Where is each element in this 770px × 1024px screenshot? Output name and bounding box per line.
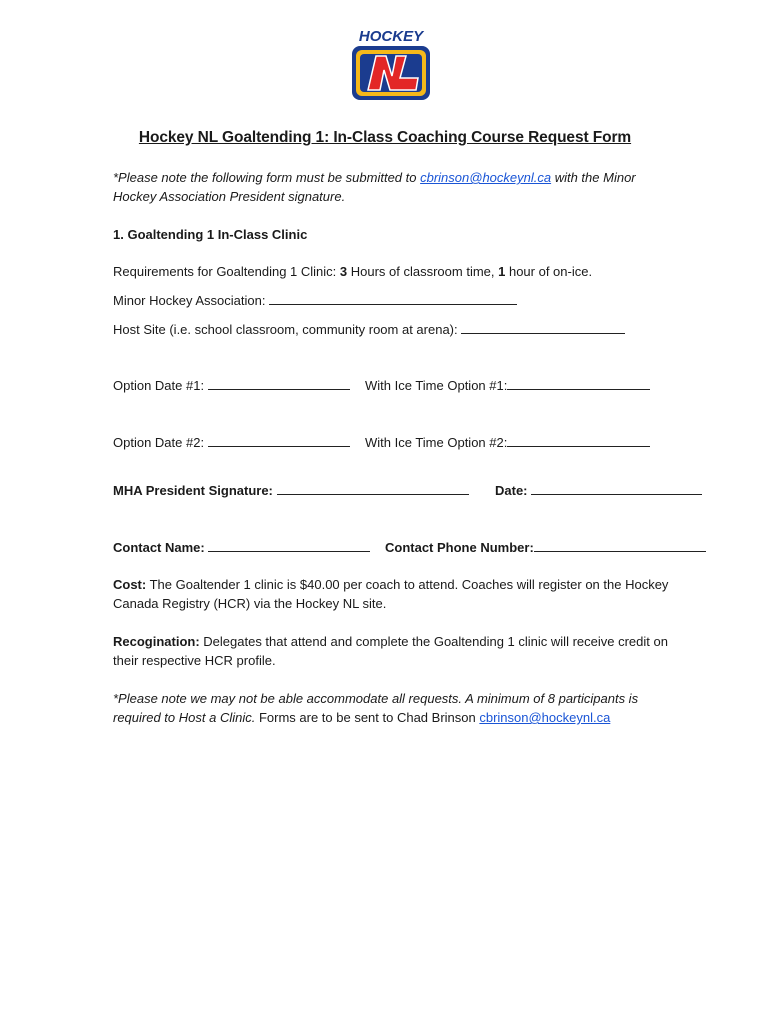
contact-name-blank[interactable] <box>208 539 370 552</box>
email-link[interactable]: cbrinson@hockeynl.ca <box>420 170 552 185</box>
contact-phone-blank[interactable] <box>534 539 706 552</box>
option-date-1-field: Option Date #1: <box>113 376 350 395</box>
contact-phone-field: Contact Phone Number: <box>385 538 706 557</box>
option-date-2-blank[interactable] <box>208 434 350 447</box>
requirements-text: Requirements for Goaltending 1 Clinic: 3 Hours of classroom time, 1 hour of on-ice. <box>113 264 593 279</box>
contact-name-field: Contact Name: <box>113 538 370 557</box>
signature-field: MHA President Signature: <box>113 481 469 500</box>
footer-email-link[interactable]: cbrinson@hockeynl.ca <box>479 710 611 725</box>
recognition-paragraph: Recogination: Delegates that attend and complete the Goaltending 1 clinic will receive credit on <box>113 634 668 649</box>
submission-note: *Please note the following form must be submitted to cbrinson@hockeynl.ca with the Minor <box>113 170 636 185</box>
logo-wordmark: HOCKEY <box>358 28 424 45</box>
section-heading: 1. Goaltending 1 In-Class Clinic <box>113 227 308 242</box>
footer-note: *Please note we may not be able accommodate all requests. A minimum of 8 participants is <box>113 691 639 706</box>
host-site-field: Host Site (i.e. school classroom, community room at arena): <box>113 320 625 339</box>
hockey-nl-logo <box>346 26 436 104</box>
recognition-paragraph-line2: their respective HCR profile. <box>113 653 276 668</box>
date-field: Date: <box>495 481 702 500</box>
date-blank[interactable] <box>531 482 702 495</box>
cost-paragraph: Cost: The Goaltender 1 clinic is $40.00 per coach to attend. Coaches will register on the Hockey <box>113 577 669 592</box>
ice-time-1-blank[interactable] <box>507 377 650 390</box>
signature-blank[interactable] <box>277 482 469 495</box>
host-site-blank[interactable] <box>461 321 625 334</box>
mha-blank[interactable] <box>269 292 517 305</box>
option-date-1-blank[interactable] <box>208 377 350 390</box>
option-date-2-field: Option Date #2: <box>113 433 350 452</box>
ice-time-2-field: With Ice Time Option #2: <box>365 433 650 452</box>
cost-paragraph-line2: Canada Registry (HCR) via the Hockey NL site. <box>113 596 387 611</box>
page-title: Hockey NL Goaltending 1: In-Class Coaching Course Request Form <box>138 129 632 146</box>
mha-field: Minor Hockey Association: <box>113 291 517 310</box>
ice-time-2-blank[interactable] <box>507 434 650 447</box>
submission-note-line2: Hockey Association President signature. <box>113 189 346 204</box>
ice-time-1-field: With Ice Time Option #1: <box>365 376 650 395</box>
footer-note-line2: required to Host a Clinic. Forms are to be sent to Chad Brinson cbrinson@hockeynl.ca <box>113 710 611 725</box>
